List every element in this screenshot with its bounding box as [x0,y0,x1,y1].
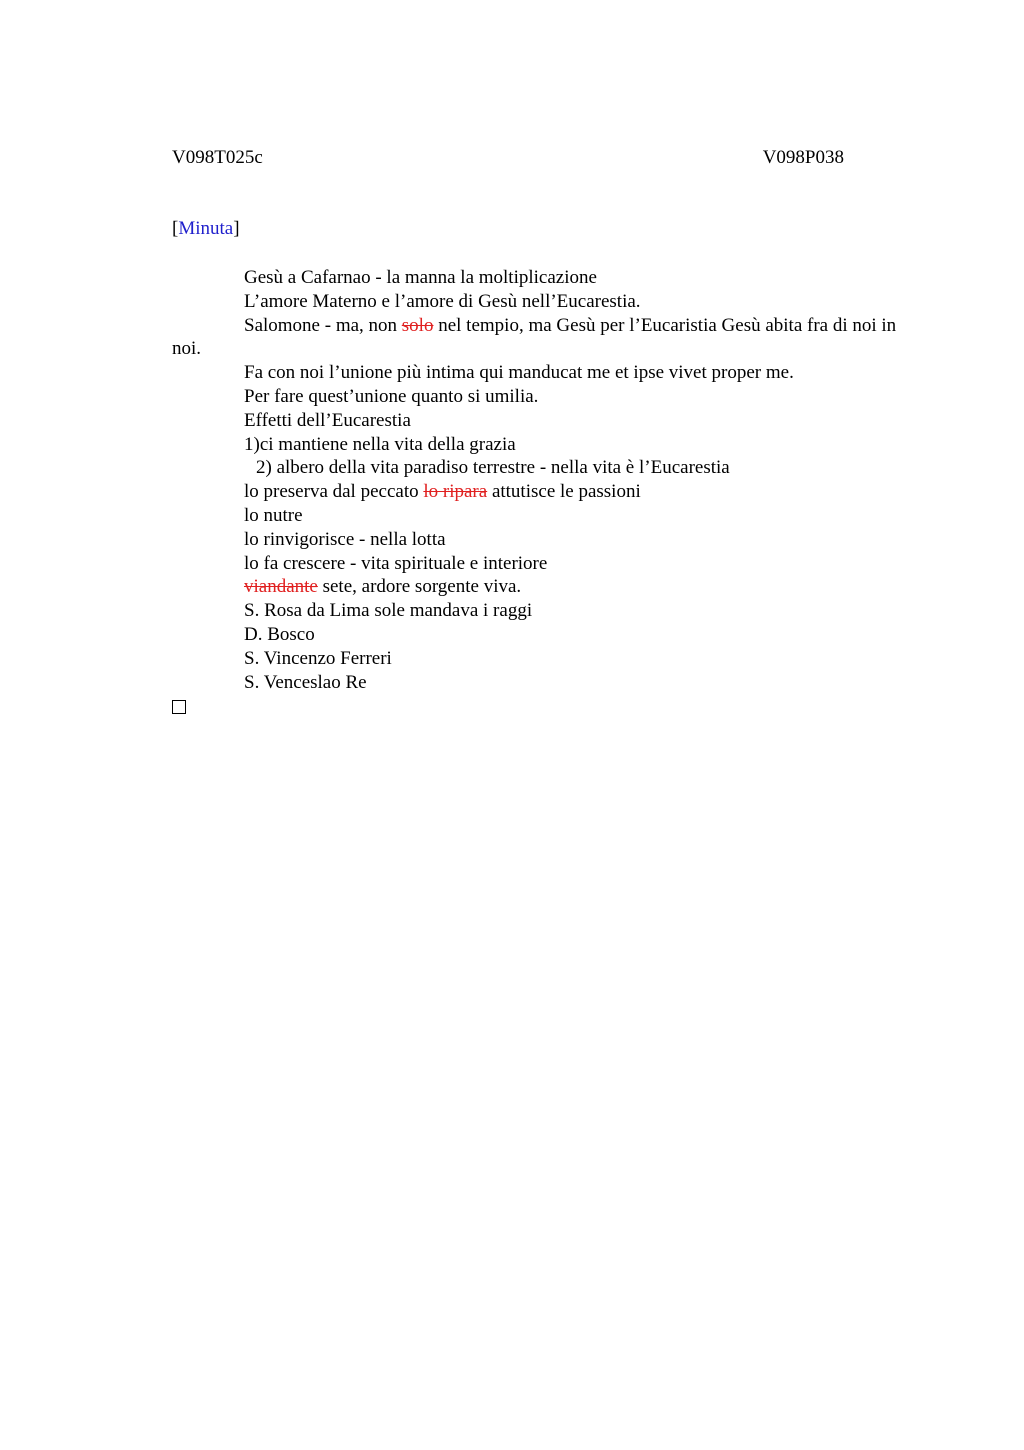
document-body [172,266,902,721]
text-line: S. Rosa da Lima sole mandava i raggi [244,600,533,622]
text-line [172,575,902,599]
deleted-text: lo ripara [423,481,488,503]
text-line: S. Vincenzo Ferreri [244,647,392,669]
document-code: V098T025c [172,147,263,168]
deleted-text: viandante [244,576,318,598]
deleted-text: solo [401,314,434,336]
text-line: lo rinvigorisce - nella lotta [244,528,446,550]
text-line: Gesù a Cafarnao - la manna la moltiplicazione [244,267,597,288]
text-line: 1)ci mantiene nella vita della grazia [244,433,516,455]
text-segment: attutisce le passioni [487,481,641,503]
text-line: lo fa crescere - vita spirituale e interiore [244,552,548,574]
text-segment: Salomone - ma, non [244,314,402,336]
text-line: 2) albero della vita paradiso terrestre - nella vita è l’Eucarestia [256,457,730,479]
text-line: Effetti dell’Eucarestia [244,409,411,431]
text-segment: lo preserva dal peccato [244,481,424,503]
text-line [172,314,902,362]
text-line: Fa con noi l’unione più intima qui manducat me et ipse vivet proper me. [244,362,794,384]
text-line: D. Bosco [244,623,315,645]
text-line: S. Venceslao Re [244,671,367,693]
end-marker [172,694,902,721]
minuta-link[interactable]: Minuta [178,218,234,239]
text-line: Per fare quest’unione quanto si umilia. [244,385,539,407]
text-line: lo nutre [244,504,303,526]
text-line [172,480,902,504]
text-line: L’amore Materno e l’amore di Gesù nell’Eucarestia. [244,290,641,312]
text-segment: sete, ardore sorgente viva. [317,576,522,598]
bracket-close: ] [233,218,240,239]
square-icon [172,700,186,714]
text-segment: nel tempio, ma Gesù per l’Eucaristia Gesù abita fra di noi in noi. [172,314,897,360]
page-header [172,147,844,171]
page-code: V098P038 [762,147,844,168]
bracket-open: [ [172,218,179,239]
minuta-label [172,218,240,240]
